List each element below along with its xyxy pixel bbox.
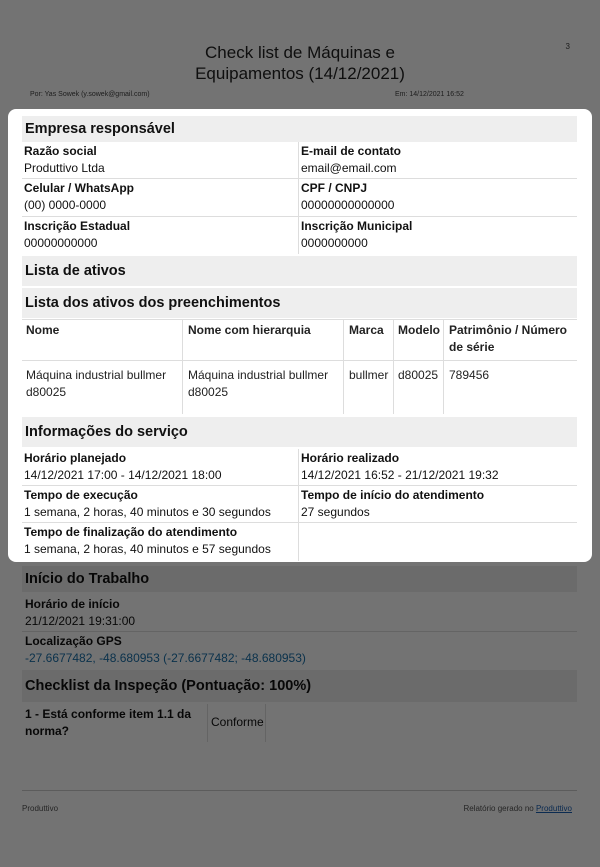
celular-label: Celular / WhatsApp bbox=[24, 181, 135, 195]
tempo-inicio-label: Tempo de início do atendimento bbox=[301, 488, 485, 502]
horario-realizado-field bbox=[301, 450, 499, 484]
celular-field bbox=[24, 180, 134, 214]
focus-card bbox=[8, 109, 592, 562]
tempo-finalizacao-value: 1 semana, 2 horas, 40 minutos e 57 segundos bbox=[24, 542, 271, 556]
horario-planejado-field bbox=[24, 450, 222, 484]
cell-nome-hierarquia: Máquina industrial bullmer d80025 bbox=[188, 368, 329, 399]
inscricao-estadual-value: 00000000000 bbox=[24, 236, 98, 250]
horario-realizado-label: Horário realizado bbox=[301, 451, 400, 465]
email-value: email@email.com bbox=[301, 161, 397, 175]
razao-social-label: Razão social bbox=[24, 144, 97, 158]
tempo-execucao-field bbox=[24, 487, 271, 521]
inscricao-estadual-label: Inscrição Estadual bbox=[24, 219, 131, 233]
email-label: E-mail de contato bbox=[301, 144, 402, 158]
cell-nome: Máquina industrial bullmer d80025 bbox=[26, 368, 167, 399]
inscricao-municipal-field bbox=[301, 218, 412, 252]
cpf-cnpj-value: 00000000000000 bbox=[301, 198, 395, 212]
horario-planejado-value: 14/12/2021 17:00 - 14/12/2021 18:00 bbox=[24, 468, 222, 482]
col-nome: Nome bbox=[26, 323, 60, 337]
ativos-section-title: Lista de ativos bbox=[22, 256, 577, 286]
ativos-subtitle: Lista dos ativos dos preenchimentos bbox=[22, 288, 577, 318]
inscricao-estadual-field bbox=[24, 218, 130, 252]
cpf-cnpj-label: CPF / CNPJ bbox=[301, 181, 368, 195]
horario-planejado-label: Horário planejado bbox=[24, 451, 127, 465]
tempo-finalizacao-field bbox=[24, 524, 271, 558]
celular-value: (00) 0000-0000 bbox=[24, 198, 107, 212]
tempo-inicio-value: 27 segundos bbox=[301, 505, 370, 519]
col-modelo: Modelo bbox=[398, 323, 440, 337]
cell-patrimonio: 789456 bbox=[449, 368, 490, 382]
tempo-execucao-label: Tempo de execução bbox=[24, 488, 138, 502]
razao-social-value: Produttivo Ltda bbox=[24, 161, 105, 175]
cell-marca: bullmer bbox=[349, 368, 389, 382]
servico-section-title: Informações do serviço bbox=[22, 417, 577, 447]
inscricao-municipal-value: 0000000000 bbox=[301, 236, 368, 250]
horario-realizado-value: 14/12/2021 16:52 - 21/12/2021 19:32 bbox=[301, 468, 499, 482]
col-patrimonio: Patrimônio / Número de série bbox=[449, 323, 568, 354]
inscricao-municipal-label: Inscrição Municipal bbox=[301, 219, 413, 233]
cell-modelo: d80025 bbox=[398, 368, 439, 382]
tempo-finalizacao-label: Tempo de finalização do atendimento bbox=[24, 525, 238, 539]
tempo-inicio-field bbox=[301, 487, 484, 521]
empresa-section-title: Empresa responsável bbox=[22, 116, 577, 142]
col-marca: Marca bbox=[349, 323, 384, 337]
tempo-execucao-value: 1 semana, 2 horas, 40 minutos e 30 segundos bbox=[24, 505, 271, 519]
cpf-cnpj-field bbox=[301, 180, 394, 214]
razao-social-field bbox=[24, 143, 105, 177]
email-field bbox=[301, 143, 401, 177]
col-nome-hierarquia: Nome com hierarquia bbox=[188, 323, 311, 337]
